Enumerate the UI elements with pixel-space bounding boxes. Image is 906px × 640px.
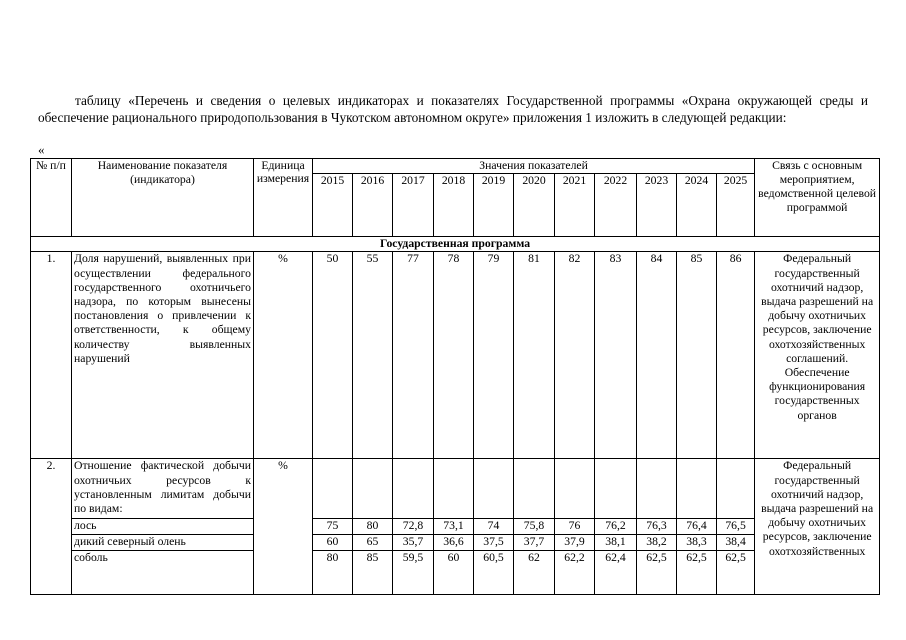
section-row: [31, 237, 880, 252]
subrow-value: 60: [313, 534, 353, 550]
intro-paragraph: [38, 92, 868, 126]
subrow-value: 76,3: [637, 519, 677, 534]
header-values-group: Значения показателей: [313, 159, 755, 174]
row2-empty-cell: [555, 459, 595, 519]
row2-empty-cell: [393, 459, 434, 519]
header-year: 2020: [514, 174, 555, 237]
subrow-value: 76: [555, 519, 595, 534]
opening-quote: «: [38, 142, 45, 157]
row1-unit: %: [254, 252, 313, 459]
row1-value: 82: [555, 252, 595, 459]
header-row-top: [31, 159, 880, 174]
row2-empty-cell: [717, 459, 755, 519]
subrow-value: 60,5: [474, 550, 514, 594]
header-year: 2019: [474, 174, 514, 237]
subrow-value: 38,4: [717, 534, 755, 550]
subrow-value: 72,8: [393, 519, 434, 534]
subrow-name: соболь: [72, 550, 254, 594]
indicators-table: [30, 158, 880, 595]
intro-text: таблицу «Перечень и сведения о целевых индикаторах и показателях Государственной программы «Охрана окружающей среды и обеспечение рационального природопользования в Чукотском автономном округе» приложения 1 изложить в следующей редакции:: [38, 93, 868, 125]
row1-value: 84: [637, 252, 677, 459]
subrow-value: 80: [353, 519, 393, 534]
row1-value: 78: [434, 252, 474, 459]
row2-name: Отношение фактической добычи охотничьих ресурсов к установленным лимитам добычи по видам:: [72, 459, 254, 519]
row1-value: 77: [393, 252, 434, 459]
header-num: № п/п: [31, 159, 72, 237]
header-year: 2021: [555, 174, 595, 237]
subrow-value: 85: [353, 550, 393, 594]
row2-unit: %: [254, 459, 313, 594]
row1-value: 85: [677, 252, 717, 459]
header-year: 2024: [677, 174, 717, 237]
subrow-value: 38,1: [595, 534, 637, 550]
header-year: 2015: [313, 174, 353, 237]
header-link: Связь с основным мероприятием, ведомственной целевой программой: [755, 159, 880, 237]
subrow-name: лось: [72, 519, 254, 534]
subrow-value: 65: [353, 534, 393, 550]
header-year: 2016: [353, 174, 393, 237]
header-unit: Единица измерения: [254, 159, 313, 237]
subrow-value: 73,1: [434, 519, 474, 534]
table-row: [31, 459, 880, 519]
row2-empty-cell: [677, 459, 717, 519]
subrow-value: 62,5: [717, 550, 755, 594]
subrow-value: 62,5: [637, 550, 677, 594]
subrow-value: 37,9: [555, 534, 595, 550]
row2-link: Федеральный государственный охотничий надзор, выдача разрешений на добычу охотничьих ресурсов, заключение охотхозяйственных: [755, 459, 880, 594]
row1-value: 55: [353, 252, 393, 459]
subrow-value: 76,4: [677, 519, 717, 534]
row1-name: Доля нарушений, выявленных при осуществлении федерального государственного охотничьего надзора, по которым вынесены постановления о привлечении к ответственности, к общему количеству выявленных нарушений: [72, 252, 254, 459]
header-year: 2023: [637, 174, 677, 237]
subrow-value: 35,7: [393, 534, 434, 550]
header-name: Наименование показателя (индикатора): [72, 159, 254, 237]
row2-num: 2.: [31, 459, 72, 594]
section-title: Государственная программа: [31, 237, 880, 252]
row1-value: 79: [474, 252, 514, 459]
row2-empty-cell: [595, 459, 637, 519]
subrow-value: 37,7: [514, 534, 555, 550]
row1-value: 86: [717, 252, 755, 459]
subrow-value: 76,2: [595, 519, 637, 534]
row2-empty-cell: [637, 459, 677, 519]
subrow-value: 37,5: [474, 534, 514, 550]
table-row: [31, 550, 880, 594]
subrow-value: 38,3: [677, 534, 717, 550]
header-year: 2022: [595, 174, 637, 237]
subrow-value: 38,2: [637, 534, 677, 550]
subrow-value: 62,2: [555, 550, 595, 594]
subrow-value: 75,8: [514, 519, 555, 534]
row1-link: Федеральный государственный охотничий надзор, выдача разрешений на добычу охотничьих ресурсов, заключение охотхозяйственных соглашений. Обеспечение функционирования государственных органов: [755, 252, 880, 459]
row1-value: 83: [595, 252, 637, 459]
table-row: [31, 519, 880, 534]
subrow-value: 62: [514, 550, 555, 594]
subrow-value: 62,5: [677, 550, 717, 594]
table-row: [31, 252, 880, 459]
row2-empty-cell: [434, 459, 474, 519]
subrow-value: 80: [313, 550, 353, 594]
row2-empty-cell: [313, 459, 353, 519]
row1-num: 1.: [31, 252, 72, 459]
row1-value: 81: [514, 252, 555, 459]
subrow-value: 36,6: [434, 534, 474, 550]
row2-empty-cell: [353, 459, 393, 519]
subrow-value: 74: [474, 519, 514, 534]
subrow-value: 62,4: [595, 550, 637, 594]
subrow-value: 60: [434, 550, 474, 594]
subrow-value: 75: [313, 519, 353, 534]
header-year: 2018: [434, 174, 474, 237]
header-year: 2025: [717, 174, 755, 237]
subrow-value: 59,5: [393, 550, 434, 594]
row2-empty-cell: [514, 459, 555, 519]
table-row: [31, 534, 880, 550]
row2-empty-cell: [474, 459, 514, 519]
header-year: 2017: [393, 174, 434, 237]
subrow-name: дикий северный олень: [72, 534, 254, 550]
subrow-value: 76,5: [717, 519, 755, 534]
row1-value: 50: [313, 252, 353, 459]
